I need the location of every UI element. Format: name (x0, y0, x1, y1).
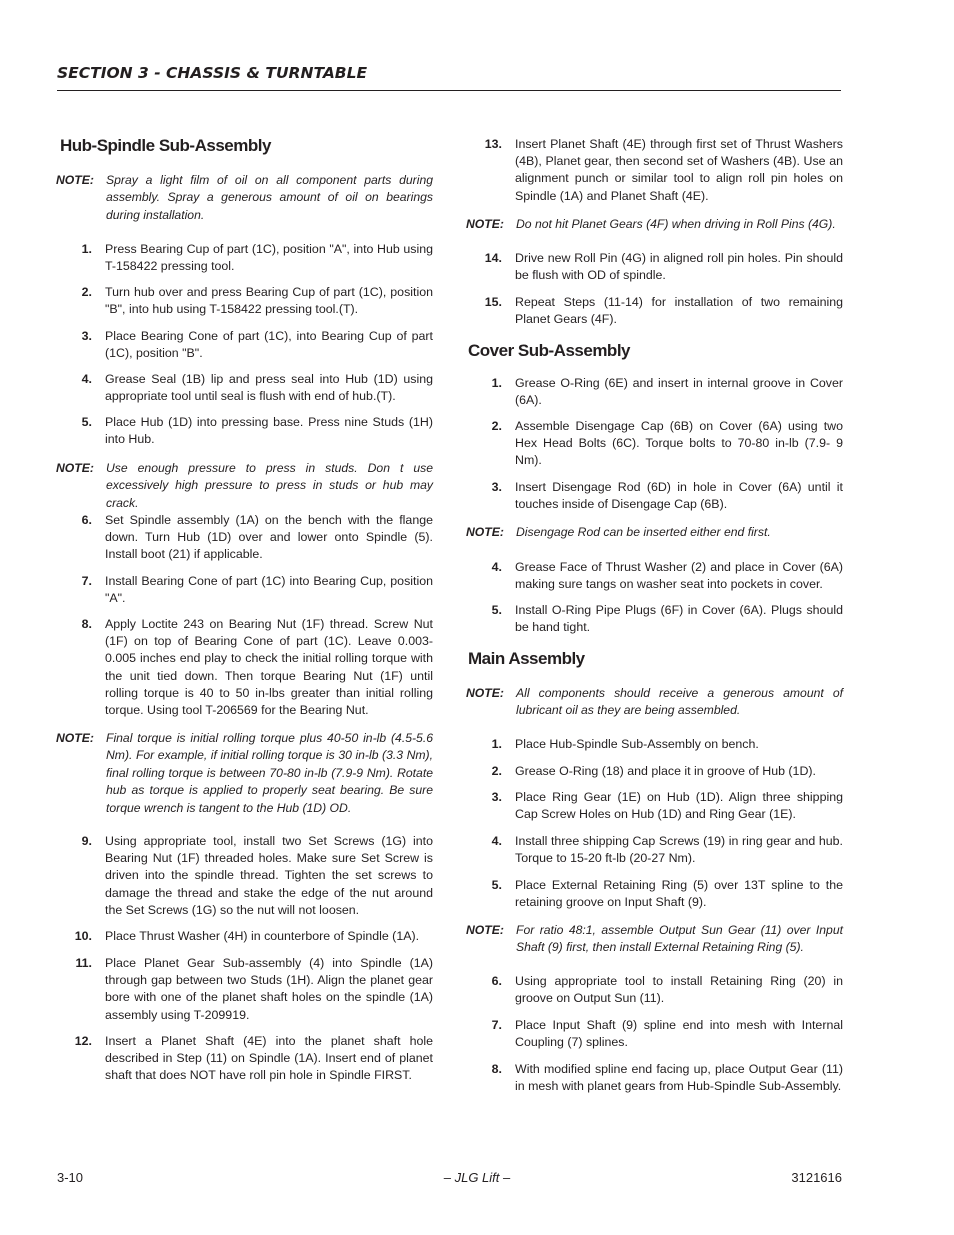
step-text: Grease O-Ring (18) and place it in groove of Hub (1D). (515, 764, 816, 778)
step-text: Insert Planet Shaft (4E) through first set of Thrust Washers (4B), Planet gear, then second set of Washers (4B). Use an alignment punch or similar tool to align roll pin holes on Spindle (1A) and Planet Shaft (4E). (515, 137, 843, 203)
heading-cover: Cover Sub-Assembly (468, 341, 630, 360)
note-label: NOTE: (56, 461, 94, 475)
step-item (56, 955, 448, 1024)
step-item (466, 1061, 858, 1095)
step-item (466, 294, 858, 328)
step-number: 5. (491, 878, 502, 892)
step-text: Insert Disengage Rod (6D) in hole in Cover (6A) until it touches inside of Disengage Cap (6B). (515, 480, 843, 512)
page-number: 3-10 (57, 1170, 84, 1185)
step-item (56, 241, 448, 275)
step-number: 13. (484, 137, 502, 151)
step-item (466, 602, 858, 636)
step-text: With modified spline end facing up, place Output Gear (11) in mesh with planet gears from Hub-Spindle Sub-Assembly. (515, 1062, 843, 1094)
note-final-torque (56, 730, 448, 817)
step-number: 8. (81, 617, 92, 631)
note-label: NOTE: (466, 217, 504, 231)
note-text: Spray a light film of oil on all component parts during assembly. Spray a generous amount of oil on bearings during installation. (106, 173, 433, 222)
step-number: 9. (81, 834, 92, 848)
step-number: 15. (484, 295, 502, 309)
step-item (466, 877, 858, 911)
step-item (56, 928, 448, 945)
step-number: 2. (491, 764, 502, 778)
step-item (466, 250, 858, 284)
note-text: All components should receive a generous amount of lubricant oil as they are being assembled. (516, 686, 843, 718)
step-item (56, 371, 448, 405)
step-text: Place Bearing Cone of part (1C), into Bearing Cup of part (1C), position "B". (105, 329, 433, 361)
step-number: 7. (491, 1018, 502, 1032)
step-item (466, 833, 858, 867)
step-text: Assemble Disengage Cap (6B) on Cover (6A) using two Hex Head Bolts (6C). Torque bolts to 70-80 in-lb (7.9- 9 Nm). (515, 419, 843, 468)
step-number: 3. (491, 480, 502, 494)
step-item (466, 736, 858, 753)
step-text: Grease Seal (1B) lip and press seal into Hub (1D) using appropriate tool until seal is flush with end of hub.(T). (105, 372, 433, 404)
step-item (56, 616, 448, 719)
step-text: Drive new Roll Pin (4G) in aligned roll pin holes. Pin should be flush with OD of spindle. (515, 251, 843, 283)
note-text: Do not hit Planet Gears (4F) when driving in Roll Pins (4G). (516, 217, 836, 231)
step-number: 3. (491, 790, 502, 804)
step-number: 8. (491, 1062, 502, 1076)
step-number: 4. (81, 372, 92, 386)
heading-hub-spindle: Hub-Spindle Sub-Assembly (60, 136, 271, 155)
step-text: Press Bearing Cup of part (1C), position "A", into Hub using T-158422 pressing tool. (105, 242, 433, 274)
step-text: Set Spindle assembly (1A) on the bench with the flange down. Turn Hub (1D) over and lower onto Spindle (5). Install boot (21) if applicable. (105, 513, 433, 562)
note-label: NOTE: (56, 173, 94, 187)
step-item (466, 375, 858, 409)
step-text: Insert a Planet Shaft (4E) into the planet shaft hole described in Step (11) on Spindle (1A). Insert end of planet shaft that does NOT have roll pin hole in Spindle FIRST. (105, 1034, 433, 1083)
note-disengage-rod (466, 524, 858, 541)
step-number: 6. (81, 513, 92, 527)
section-title: SECTION 3 - CHASSIS & TURNTABLE (57, 64, 368, 82)
note-label: NOTE: (466, 686, 504, 700)
step-text: Turn hub over and press Bearing Cup of part (1C), position "B", into hub using T-158422 pressing tool.(T). (105, 285, 433, 317)
step-item (466, 136, 858, 205)
step-number: 5. (81, 415, 92, 429)
step-item (466, 763, 858, 780)
step-number: 2. (491, 419, 502, 433)
footer-brand: – JLG Lift – (443, 1170, 511, 1185)
step-text: Using appropriate tool to install Retaining Ring (20) in groove on Output Sun (11). (515, 974, 843, 1006)
step-text: Place External Retaining Ring (5) over 13T spline to the retaining groove on Input Shaft (9). (515, 878, 843, 910)
step-number: 4. (491, 560, 502, 574)
step-text: Place Planet Gear Sub-assembly (4) into Spindle (1A) through gap between two Studs (1H). Align the planet gear bore with one of the planet shaft holes on the spindle (1A) assembly using T-209919. (105, 956, 433, 1022)
step-text: Grease O-Ring (6E) and insert in internal groove in Cover (6A). (515, 376, 843, 408)
step-text: Place Thrust Washer (4H) in counterbore of Spindle (1A). (105, 929, 420, 943)
step-text: Install Bearing Cone of part (1C) into Bearing Cup, position "A". (105, 574, 433, 606)
note-stud-pressure (56, 460, 448, 512)
heading-main-assembly: Main Assembly (468, 649, 585, 668)
step-number: 10. (74, 929, 92, 943)
step-text: Place Input Shaft (9) spline end into mesh with Internal Coupling (7) splines. (515, 1018, 843, 1050)
step-item (466, 418, 858, 470)
step-number: 1. (81, 242, 92, 256)
step-item (56, 512, 448, 564)
step-item (466, 559, 858, 593)
step-item (56, 833, 448, 919)
step-item (56, 414, 448, 448)
note-ratio (466, 922, 858, 957)
step-number: 14. (484, 251, 502, 265)
step-text: Using appropriate tool, install two Set Screws (1G) into Bearing Nut (1F) threaded holes. Make sure Set Screw is driven into the spindle thread. Tighten the set screws to damage the thread and stake the edge of the nut around the Set Screws (1G) so the nut will not loosen. (105, 834, 433, 917)
note-text: Use enough pressure to press in studs. Don t use excessively high pressure to press in studs or hub may crack. (106, 461, 433, 510)
step-number: 1. (491, 737, 502, 751)
step-number: 4. (491, 834, 502, 848)
step-number: 5. (491, 603, 502, 617)
step-text: Place Hub-Spindle Sub-Assembly on bench. (515, 737, 759, 751)
step-number: 6. (491, 974, 502, 988)
note-lubricant (466, 685, 858, 720)
step-item (56, 573, 448, 607)
note-text: Final torque is initial rolling torque plus 40-50 in-lb (4.5-5.6 Nm). For example, if initial rolling torque is 30 in-lb (3.3 Nm), final rolling torque is between 70-80 in-lb (7.9-9 Nm). Rotate hub as torque is applied to properly seat bearing. Be sure torque wrench is tangent to the Hub (1D) OD. (106, 731, 433, 815)
step-text: Place Hub (1D) into pressing base. Press nine Studs (1H) into Hub. (105, 415, 433, 447)
step-text: Install three shipping Cap Screws (19) in ring gear and hub. Torque to 15-20 ft-lb (20-27 Nm). (515, 834, 843, 866)
header-rule (57, 90, 841, 91)
step-item (56, 1033, 448, 1085)
note-label: NOTE: (466, 525, 504, 539)
note-text: For ratio 48:1, assemble Output Sun Gear (11) over Input Shaft (9) first, then install External Retaining Ring (5). (516, 923, 843, 955)
step-item (56, 328, 448, 362)
step-item (56, 284, 448, 318)
step-number: 3. (81, 329, 92, 343)
step-text: Grease Face of Thrust Washer (2) and place in Cover (6A) making sure tangs on washer seat into pockets in cover. (515, 560, 843, 592)
step-item (466, 1017, 858, 1051)
note-text: Disengage Rod can be inserted either end first. (516, 525, 771, 539)
step-number: 7. (81, 574, 92, 588)
step-number: 12. (74, 1034, 92, 1048)
note-label: NOTE: (466, 923, 504, 937)
step-text: Install O-Ring Pipe Plugs (6F) in Cover (6A). Plugs should be hand tight. (515, 603, 843, 635)
step-item (466, 973, 858, 1007)
step-number: 1. (491, 376, 502, 390)
note-label: NOTE: (56, 731, 94, 745)
step-item (466, 789, 858, 823)
note-spray-oil (56, 172, 448, 224)
step-item (466, 479, 858, 513)
step-number: 11. (75, 956, 92, 970)
step-text: Repeat Steps (11-14) for installation of two remaining Planet Gears (4F). (515, 295, 843, 327)
document-number: 3121616 (791, 1170, 842, 1185)
note-planet-gears (466, 216, 858, 233)
step-text: Apply Loctite 243 on Bearing Nut (1F) thread. Screw Nut (1F) on top of Bearing Cone of part (1C). Leave 0.003-0.005 inches end play to check the initial rolling torque with the unit tied down. Then torque Bearing Nut (1F) until rolling torque is 40 to 50 in-lbs greater than initial rolling torque. Using tool T-206569 for the Bearing Nut. (105, 617, 433, 718)
step-number: 2. (81, 285, 92, 299)
step-text: Place Ring Gear (1E) on Hub (1D). Align three shipping Cap Screw Holes on Hub (1D) and Ring Gear (1E). (515, 790, 843, 822)
